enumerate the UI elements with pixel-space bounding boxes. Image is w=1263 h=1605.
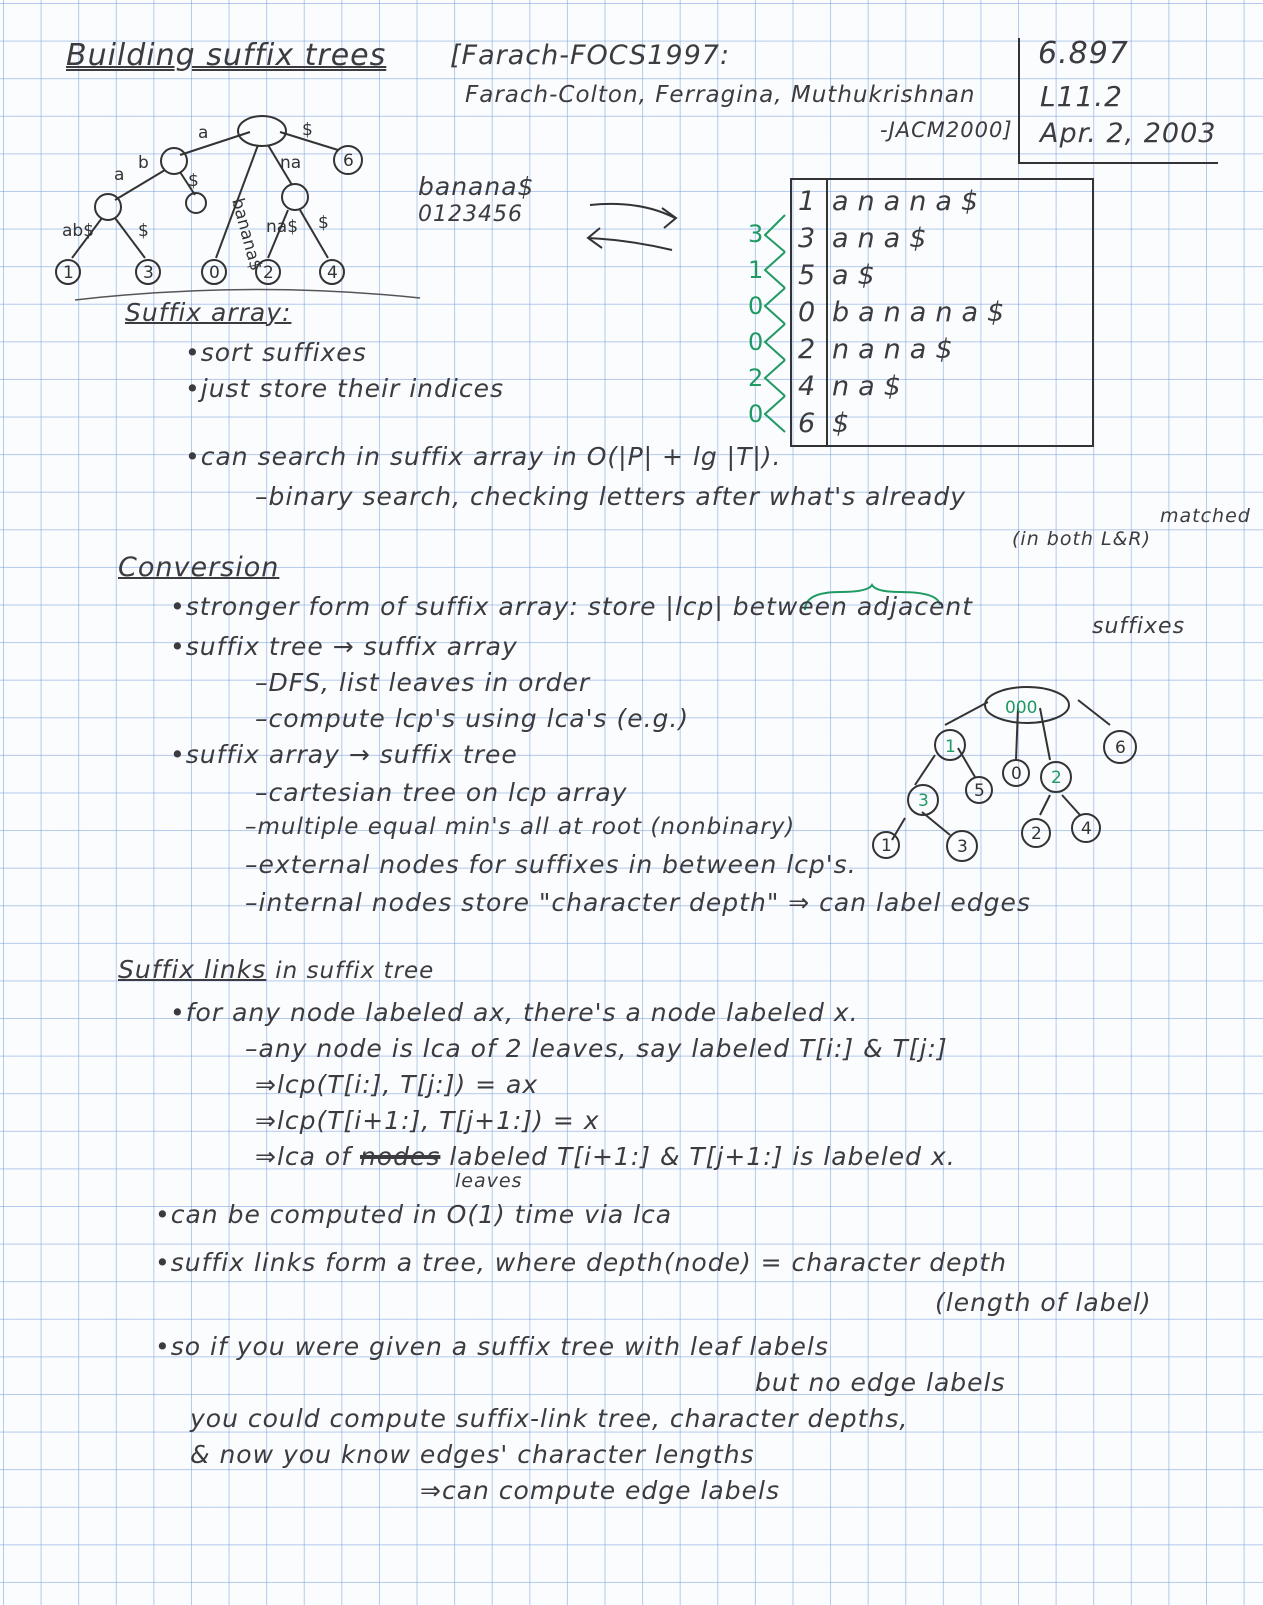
sub-bullet: –cartesian tree on lcp array xyxy=(255,778,628,807)
bullet-continuation: but no edge labels xyxy=(755,1368,1006,1397)
cartesian-leaf-label: 3 xyxy=(957,837,968,857)
sub-bullet: –compute lcp's using lca's (e.g.) xyxy=(255,704,690,733)
lcp-value: 3 xyxy=(748,220,764,248)
cartesian-tree-edges xyxy=(892,700,1110,840)
sub-bullet: –DFS, list leaves in order xyxy=(255,668,591,697)
leaf-label: 0 xyxy=(209,263,220,283)
lcp-value: 2 xyxy=(748,364,764,392)
table-row: 5 a$ xyxy=(798,260,884,291)
reference-line-1: [Farach-FOCS1997: xyxy=(450,40,731,71)
bullet: •suffix array → suffix tree xyxy=(170,740,518,769)
note: (in both L&R) xyxy=(1012,528,1152,550)
table-row: 6 $ xyxy=(798,408,859,439)
edge-label: $ xyxy=(138,221,149,241)
reference-line-2: Farach-Colton, Ferragina, Muthukrishnan xyxy=(465,82,976,108)
table-row: 4 na$ xyxy=(798,371,910,402)
edge-label: $ xyxy=(188,171,199,191)
note: (length of label) xyxy=(935,1288,1152,1317)
lcp-value: 0 xyxy=(748,400,764,428)
bullet: •can search in suffix array in O(|P| + lg |T|). xyxy=(185,442,782,471)
table-row: 3 ana$ xyxy=(798,223,936,254)
section-heading-conversion: Conversion xyxy=(118,552,280,583)
reference-line-3: -JACM2000] xyxy=(880,118,1013,142)
cartesian-leaf-label: 4 xyxy=(1081,819,1092,839)
lcp-brackets xyxy=(765,215,785,432)
edge-label: banana$ xyxy=(227,196,266,274)
leaf-label: 3 xyxy=(143,263,154,283)
edge-label: ab$ xyxy=(62,221,95,241)
cartesian-leaf-label: 5 xyxy=(974,781,985,801)
implication-start: ⇒lca of xyxy=(255,1142,352,1171)
implication-end: labeled T[i+1:] & T[j+1:] is labeled x. xyxy=(449,1142,956,1171)
inserted-word: leaves xyxy=(455,1170,523,1192)
tree-internal-node xyxy=(161,148,187,174)
tree-internal-node xyxy=(95,194,121,220)
table-row: 0 banana$ xyxy=(798,297,1014,328)
bullet: •suffix links form a tree, where depth(node) = character depth xyxy=(155,1248,1007,1277)
bullet-end: suffixes xyxy=(1092,614,1186,639)
section-heading-suffix-links xyxy=(118,955,434,984)
bullet: •just store their indices xyxy=(185,374,504,403)
leaf-label: 2 xyxy=(263,263,274,283)
page-title: Building suffix trees xyxy=(66,38,387,73)
leaf-label: 6 xyxy=(343,151,354,171)
cartesian-leaf-label: 0 xyxy=(1011,764,1022,784)
leaf-label: 4 xyxy=(327,263,338,283)
bullet: •sort suffixes xyxy=(185,338,367,367)
conversion-arrows xyxy=(588,204,676,250)
arrow-right-icon xyxy=(590,204,675,218)
heading-rest: in suffix tree xyxy=(275,958,435,984)
tree-root-node xyxy=(238,116,286,146)
implication xyxy=(255,1142,956,1171)
cartesian-internal-label: 2 xyxy=(1051,768,1062,788)
edge-label: a xyxy=(198,123,209,143)
course-number: 6.897 xyxy=(1038,36,1129,71)
edge-label: $ xyxy=(318,213,329,233)
sub-bullet: –any node is lca of 2 leaves, say labeled T[i:] & T[j:] xyxy=(245,1034,948,1063)
bullet: •so if you were given a suffix tree with leaf labels xyxy=(155,1332,829,1361)
cartesian-internal-label: 3 xyxy=(918,791,929,811)
edge-label: $ xyxy=(302,120,313,140)
edge-label: na$ xyxy=(266,217,299,237)
cartesian-leaf-label: 2 xyxy=(1031,824,1042,844)
lecture-number: L11.2 xyxy=(1040,80,1123,113)
table-row: 2 nana$ xyxy=(798,334,962,365)
sub-bullet: –external nodes for suffixes in between lcp's. xyxy=(245,850,857,879)
bullet-continuation: you could compute suffix-link tree, character depths, xyxy=(190,1404,909,1433)
suffix-array-table xyxy=(790,178,1094,447)
conclusion: ⇒can compute edge labels xyxy=(420,1476,780,1505)
heading-underlined: Suffix links xyxy=(118,955,267,984)
struck-word: nodes xyxy=(359,1142,441,1171)
cartesian-leaf-label: 1 xyxy=(881,836,892,856)
tree-internal-node xyxy=(282,184,308,210)
leaf-label: 1 xyxy=(63,263,74,283)
example-string-indices: 0123456 xyxy=(418,202,523,227)
edge-label: na xyxy=(280,153,302,173)
suffix-tree-nodes xyxy=(56,116,362,284)
implication: ⇒lcp(T[i:], T[j:]) = ax xyxy=(255,1070,539,1099)
sub-bullet: –binary search, checking letters after what's already xyxy=(255,482,967,511)
sub-bullet: –multiple equal min's all at root (nonbinary) xyxy=(245,814,796,840)
section-heading-suffix-array: Suffix array: xyxy=(125,298,292,327)
bullet-continuation: & now you know edges' character lengths xyxy=(190,1440,755,1469)
lcp-value: 0 xyxy=(748,328,764,356)
cartesian-internal-label: 1 xyxy=(945,737,956,757)
bullet: •stronger form of suffix array: store |lcp| between adjacent xyxy=(170,592,974,621)
bullet: •can be computed in O(1) time via lca xyxy=(155,1200,673,1229)
cartesian-root-label: 000 xyxy=(1005,698,1038,718)
example-string: banana$ xyxy=(418,172,535,201)
sub-bullet-end: matched xyxy=(1160,505,1251,527)
lecture-date: Apr. 2, 2003 xyxy=(1040,118,1217,149)
cartesian-leaf-label: 6 xyxy=(1115,738,1126,758)
tree-internal-node xyxy=(186,193,206,213)
implication: ⇒lcp(T[i+1:], T[j+1:]) = x xyxy=(255,1106,600,1135)
lcp-value: 0 xyxy=(748,292,764,320)
table-row: 1 anana$ xyxy=(798,186,988,217)
edge-label: b xyxy=(138,153,149,173)
bullet: •for any node labeled ax, there's a node labeled x. xyxy=(170,998,859,1027)
sub-bullet: –internal nodes store "character depth" ⇒ can label edges xyxy=(245,888,1031,917)
lcp-value: 1 xyxy=(748,256,764,284)
edge-label: a xyxy=(114,165,125,185)
bullet: •suffix tree → suffix array xyxy=(170,632,518,661)
